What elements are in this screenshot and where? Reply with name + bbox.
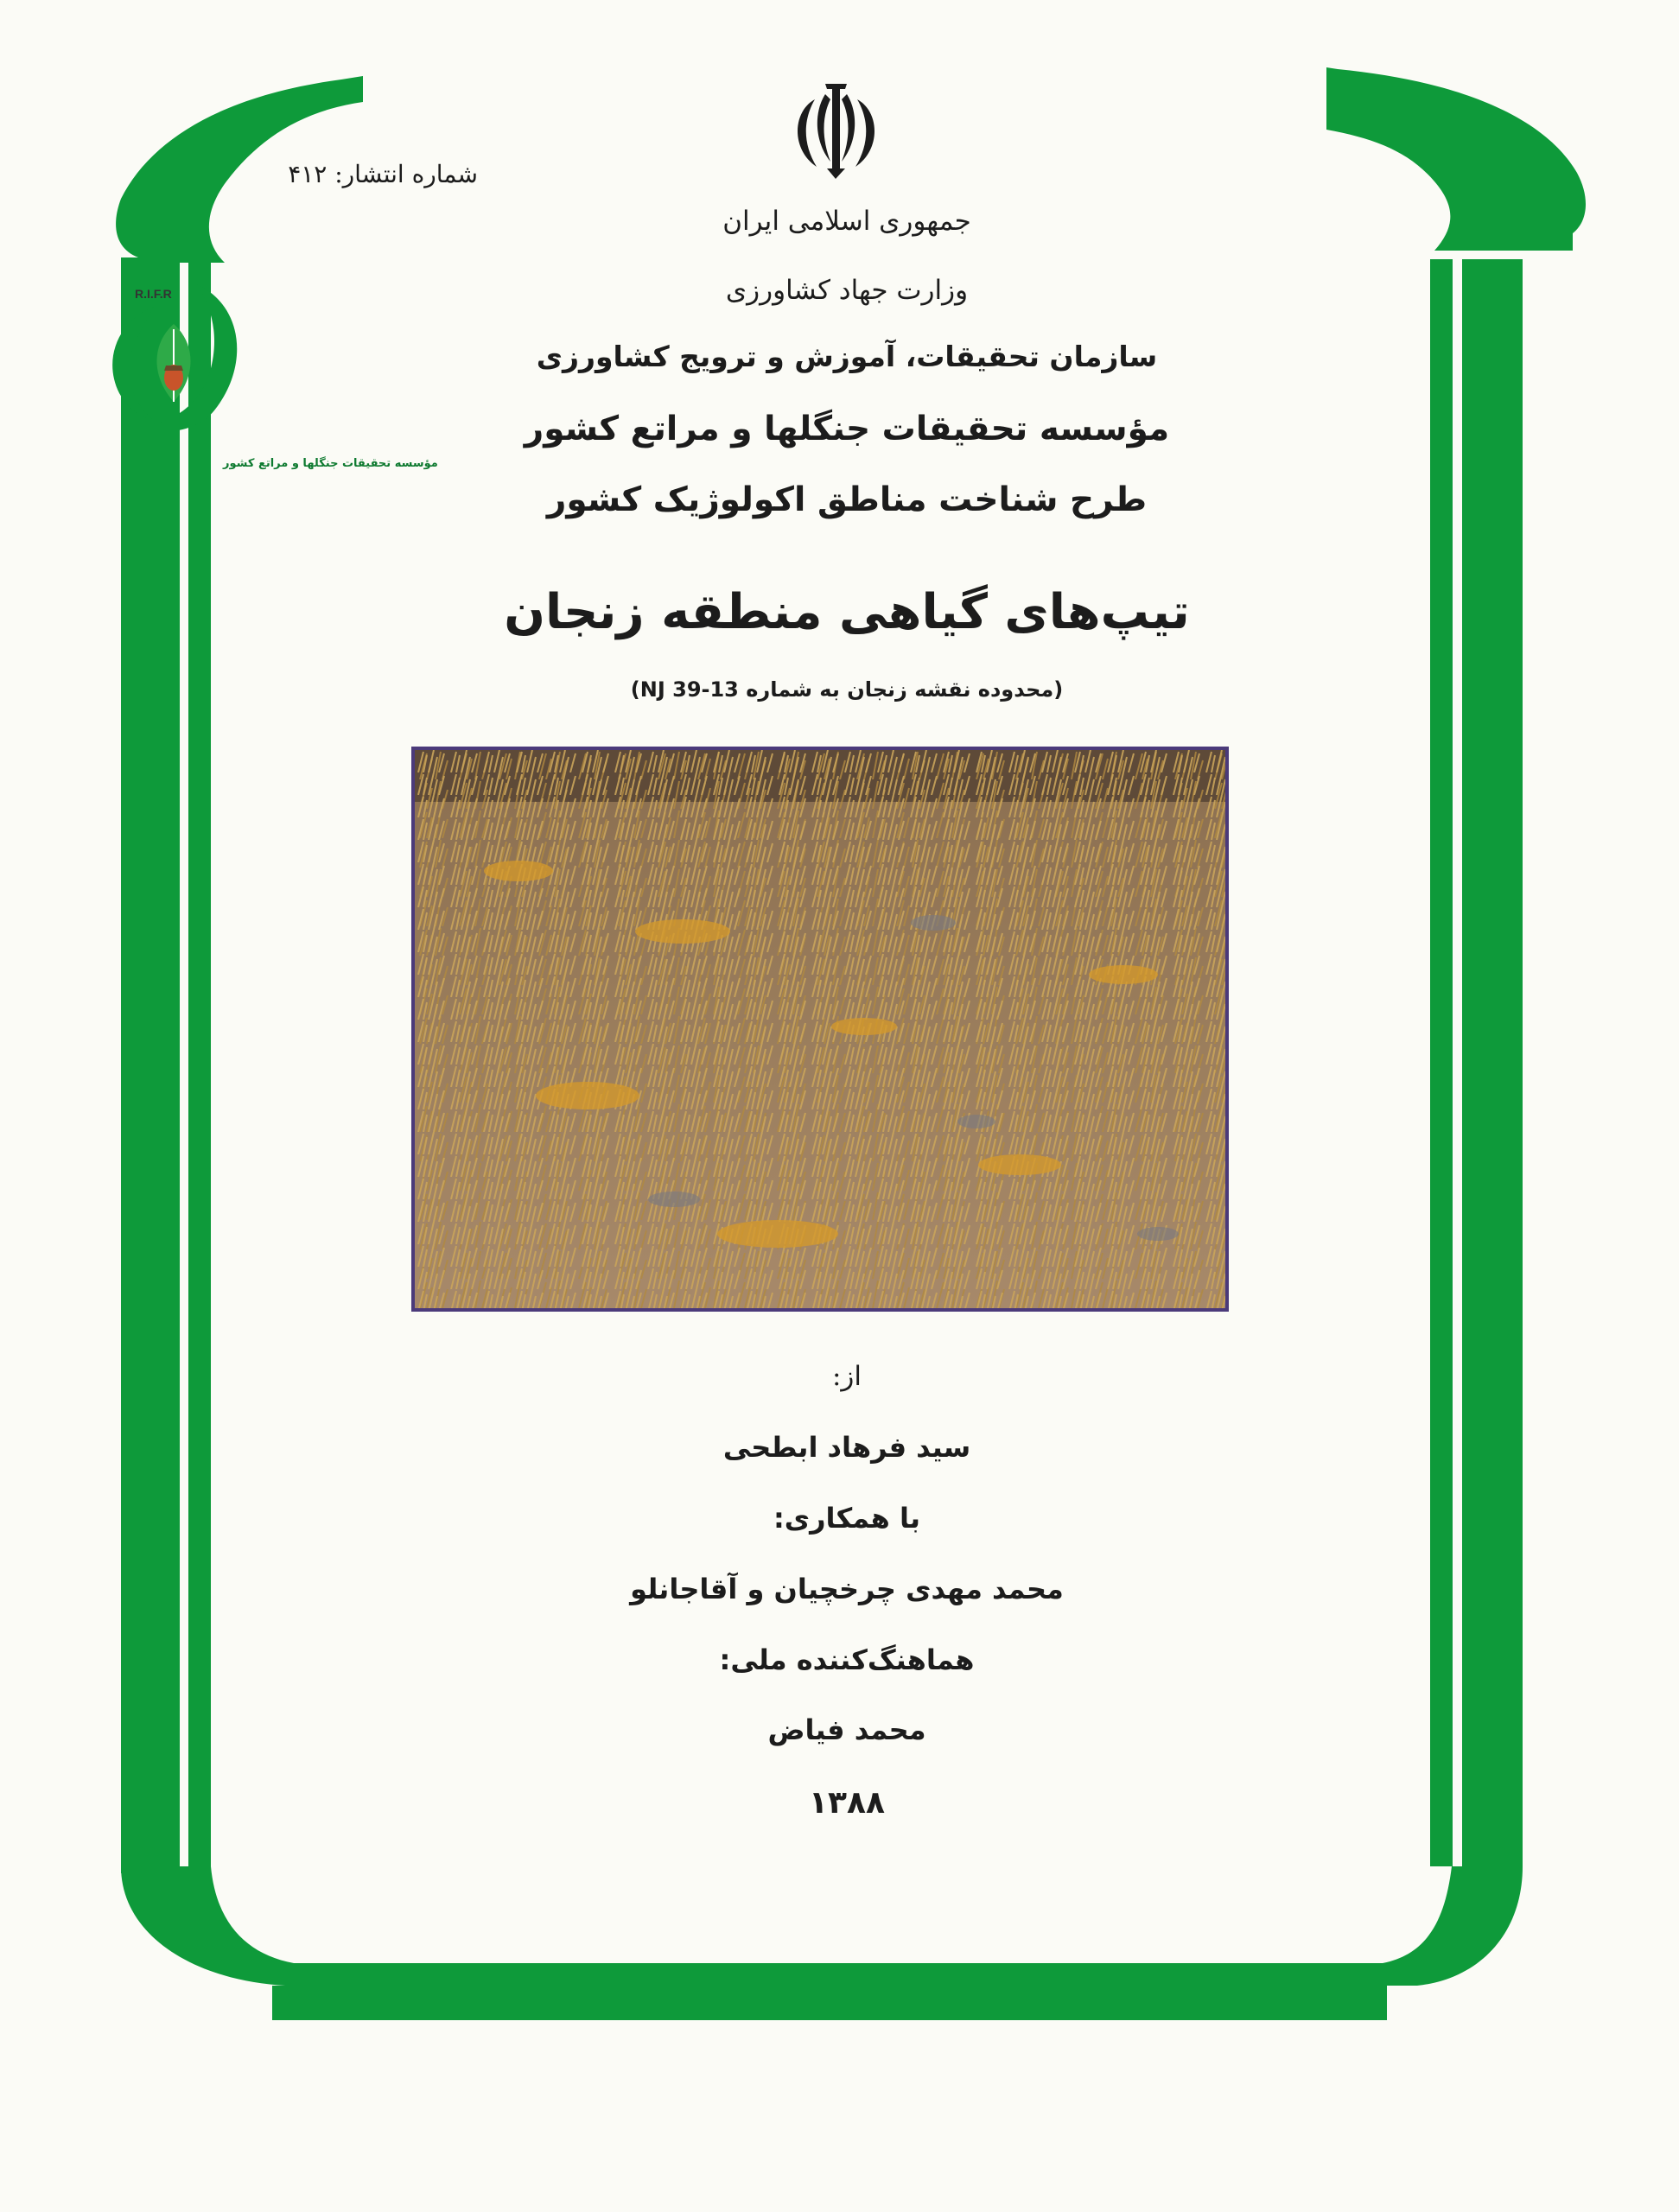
iran-emblem-icon: [782, 82, 890, 181]
logo-caption: مؤسسه تحقیقات جنگلها و مراتع کشور: [223, 457, 438, 470]
coordinator-name: محمد فیاض: [767, 1713, 926, 1746]
logo-acronym: R.I.F.R: [135, 287, 172, 301]
page-subtitle: (محدوده نقشه زنجان به شماره NJ 39-13): [630, 677, 1064, 702]
author-name: سید فرهاد ابطحی: [722, 1431, 971, 1464]
publication-year: ۱۳۸۸: [809, 1785, 885, 1821]
country-name: جمهوری اسلامی ایران: [722, 206, 971, 237]
collaborators-names: محمد مهدی چرخچیان و آقاجانلو: [630, 1573, 1064, 1605]
vegetation-photo: [411, 747, 1229, 1312]
rifr-logo-icon: [93, 272, 438, 480]
coordinator-label: هماهنگ‌کننده ملی:: [719, 1643, 975, 1676]
publication-number: شماره انتشار: ۴۱۲: [288, 160, 478, 188]
project-name: طرح شناخت مناطق اکولوژیک کشور: [546, 480, 1148, 519]
collaboration-label: با همکاری:: [773, 1502, 920, 1535]
by-label: از:: [831, 1361, 862, 1392]
organization-name: سازمان تحقیقات، آموزش و ترویج کشاورزی: [536, 340, 1158, 373]
institute-name: مؤسسه تحقیقات جنگلها و مراتع کشور: [524, 410, 1170, 448]
ministry-name: وزارت جهاد کشاورزی: [725, 275, 969, 306]
page-title: تیپ‌های گیاهی منطقه زنجان: [504, 584, 1190, 640]
